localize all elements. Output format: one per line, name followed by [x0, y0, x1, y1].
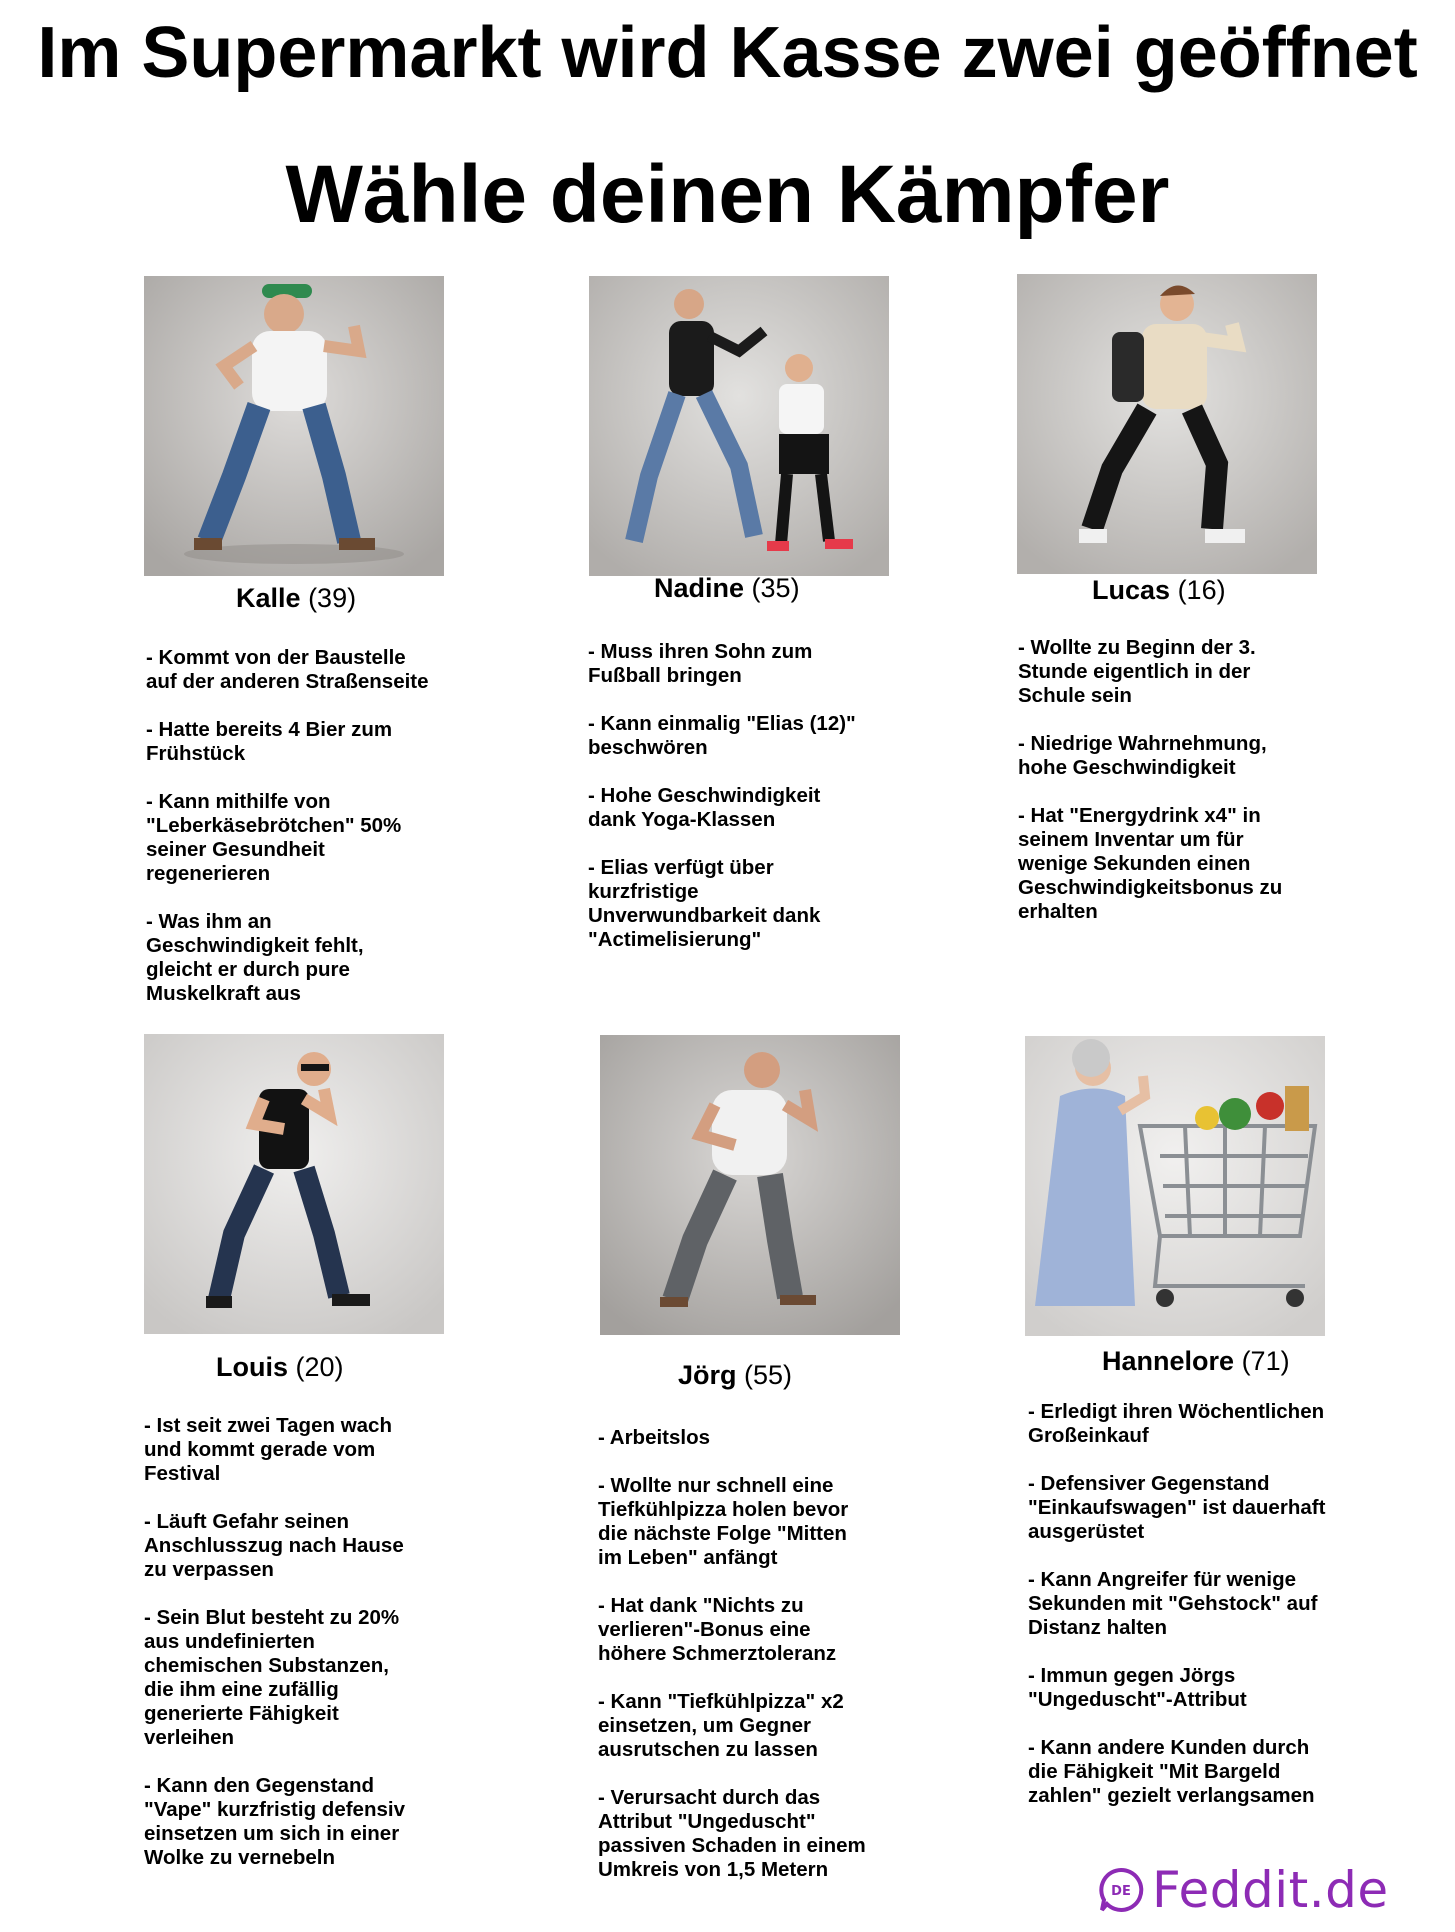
- fighter-traits: [598, 1426, 928, 1906]
- trait-item: - Kann Angreifer für wenige Sekunden mit "Gehstock" auf Distanz halten: [1028, 1568, 1318, 1639]
- trait-item: - Arbeitslos: [598, 1426, 711, 1449]
- fighter-photo: [1017, 274, 1317, 574]
- trait-item: - Hatte bereits 4 Bier zum Frühstück: [146, 718, 393, 765]
- fighter-name: Lucas (16): [1092, 575, 1226, 605]
- trait-item: - Kann einmalig "Elias (12)" beschwören: [588, 712, 856, 759]
- fighter-name: Louis (20): [216, 1352, 344, 1382]
- trait-item: - Niedrige Wahrnehmung, hohe Geschwindigkeit: [1018, 732, 1267, 779]
- fighter-photo: [589, 276, 889, 576]
- feddit-logo-text: DE: [1111, 1884, 1131, 1899]
- fighter-photo: [600, 1035, 900, 1335]
- trait-item: - Elias verfügt über kurzfristige Unverwundbarkeit dank "Actimelisierung": [588, 856, 821, 951]
- page-title: Im Supermarkt wird Kasse zwei geöffnet: [37, 13, 1418, 93]
- trait-item: - Kommt von der Baustelle auf der anderen Straßenseite: [146, 646, 429, 693]
- trait-item: - Muss ihren Sohn zum Fußball bringen: [588, 640, 813, 687]
- trait-item: - Kann mithilfe von "Leberkäsebrötchen" 50% seiner Gesundheit regenerieren: [146, 790, 402, 885]
- fighter-traits: [588, 640, 918, 976]
- trait-item: - Hat dank "Nichts zu verlieren"-Bonus eine höhere Schmerztoleranz: [598, 1594, 837, 1665]
- trait-item: - Defensiver Gegenstand "Einkaufswagen" ist dauerhaft ausgerüstet: [1028, 1472, 1326, 1543]
- feddit-watermark: [1098, 1862, 1389, 1918]
- trait-item: - Hohe Geschwindigkeit dank Yoga-Klassen: [588, 784, 821, 831]
- fighter-name: Jörg (55): [678, 1360, 793, 1390]
- trait-item: - Kann den Gegenstand "Vape" kurzfristig defensiv einsetzen um sich in einer Wolke zu vernebeln: [144, 1774, 405, 1869]
- trait-item: - Verursacht durch das Attribut "Ungeduscht" passiven Schaden in einem Umkreis von 1,5 Metern: [598, 1786, 866, 1881]
- trait-item: - Hat "Energydrink x4" in seinem Inventar um für wenige Sekunden einen Geschwindigkeitsbonus zu erhalten: [1018, 804, 1283, 923]
- fighter-photo: [144, 276, 444, 576]
- fighter-photo: [144, 1034, 444, 1334]
- trait-item: - Wollte zu Beginn der 3. Stunde eigentlich in der Schule sein: [1018, 636, 1256, 707]
- page-subtitle: Wähle deinen Kämpfer: [285, 149, 1170, 240]
- fighter-traits: [144, 1414, 474, 1894]
- trait-item: - Läuft Gefahr seinen Anschlusszug nach Hause zu verpassen: [144, 1510, 404, 1581]
- trait-item: - Kann andere Kunden durch die Fähigkeit "Mit Bargeld zahlen" gezielt verlangsamen: [1028, 1736, 1315, 1807]
- fighter-photo: [1025, 1036, 1325, 1336]
- trait-item: - Erledigt ihren Wöchentlichen Großeinkauf: [1028, 1400, 1325, 1447]
- fighter-name: Hannelore (71): [1102, 1346, 1290, 1376]
- trait-item: - Ist seit zwei Tagen wach und kommt gerade vom Festival: [144, 1414, 392, 1485]
- fighter-traits: [146, 646, 476, 1030]
- fighter-name: Nadine (35): [654, 573, 800, 603]
- trait-item: - Immun gegen Jörgs "Ungeduscht"-Attribut: [1028, 1664, 1247, 1711]
- trait-item: - Sein Blut besteht zu 20% aus undefinierten chemischen Substanzen, die ihm eine zufällig generierte Fähigkeit verleihen: [144, 1606, 400, 1749]
- feddit-brand-name: Feddit.de: [1152, 1861, 1389, 1919]
- feddit-logo-icon: [1098, 1867, 1144, 1913]
- trait-item: - Wollte nur schnell eine Tiefkühlpizza holen bevor die nächste Folge "Mitten im Leben" anfängt: [598, 1474, 849, 1569]
- fighter-traits: [1018, 636, 1348, 948]
- trait-item: - Was ihm an Geschwindigkeit fehlt, gleicht er durch pure Muskelkraft aus: [146, 910, 364, 1005]
- fighter-traits: [1028, 1400, 1408, 1832]
- fighter-name: Kalle (39): [236, 583, 357, 613]
- trait-item: - Kann "Tiefkühlpizza" x2 einsetzen, um Gegner ausrutschen zu lassen: [598, 1690, 844, 1761]
